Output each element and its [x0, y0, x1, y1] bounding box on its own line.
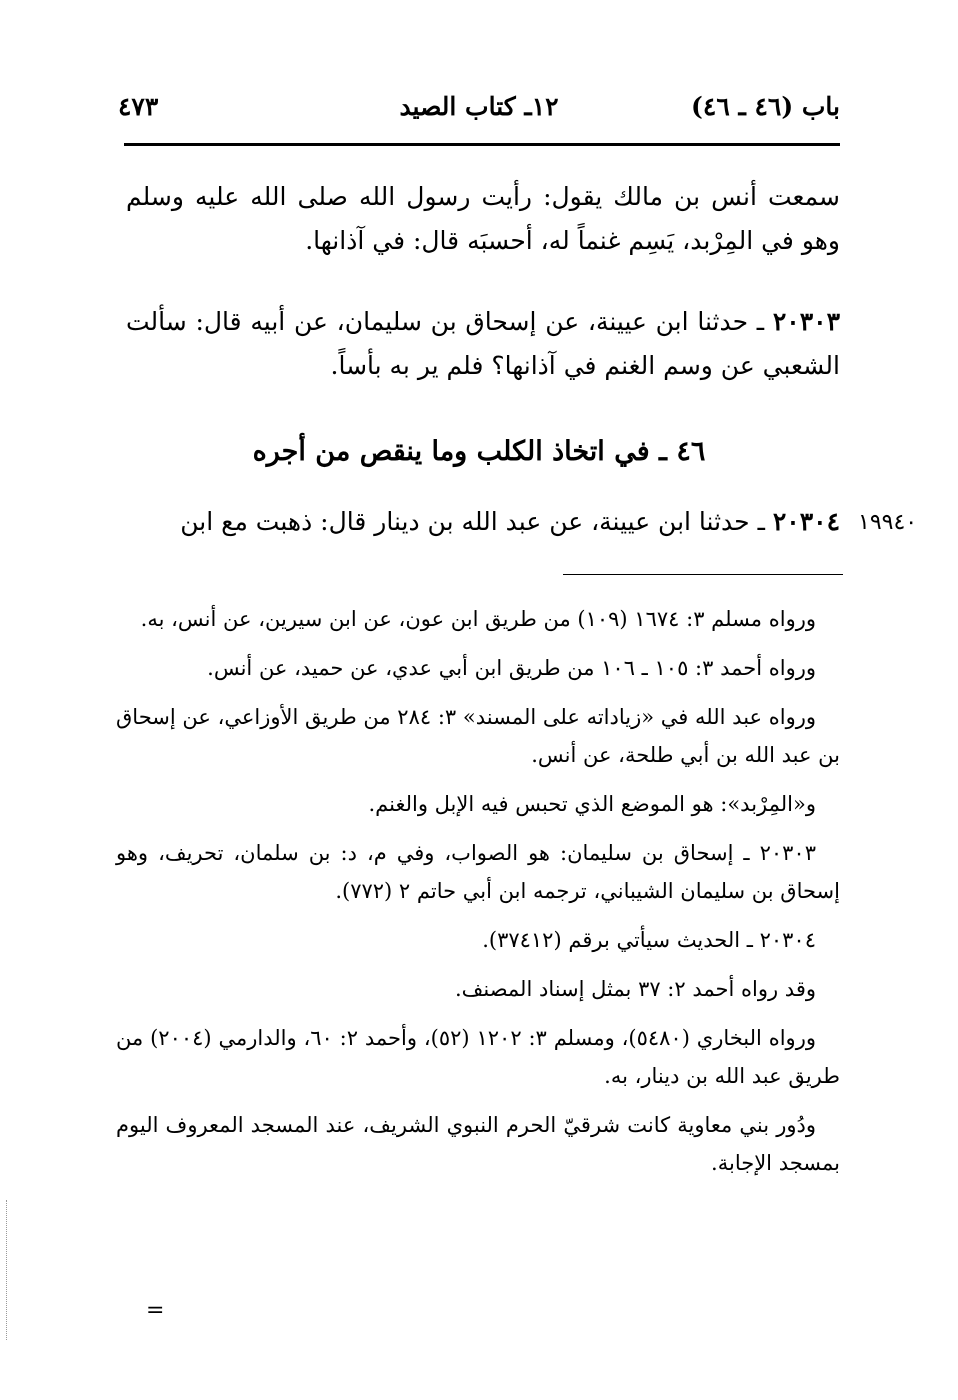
chapter-heading: ٤٦ ـ في اتخاذ الكلب وما ينقص من أجره — [252, 436, 706, 467]
footnote-rule — [563, 574, 843, 575]
footnote: ورواه البخاري (٥٤٨٠)، ومسلم ٣: ١٢٠٢ (٥٢)، وأحمد ٢: ٦٠، والدارمي (٢٠٠٤) من طريق عبد الله بن دينار، به. — [116, 1026, 840, 1088]
hadith-number: ٢٠٣٠٤ — [772, 507, 840, 536]
margin-reference-number: ١٩٩٤٠ — [858, 510, 918, 535]
hadith-text: ـ حدثنا ابن عيينة، عن عبد الله بن دينار قال: ذهبت مع ابن — [180, 507, 773, 536]
footnote: ورواه أحمد ٣: ١٠٥ ـ ١٠٦ من طريق ابن أبي عدي، عن حميد، عن أنس. — [207, 656, 816, 680]
header-rule — [124, 143, 840, 146]
footnote: ٢٠٣٠٤ ـ الحديث سيأتي برقم (٣٧٤١٢). — [482, 928, 816, 952]
page-number: ٤٧٣ — [118, 92, 159, 121]
hadith-text: ـ حدثنا ابن عيينة، عن إسحاق بن سليمان، عن أبيه قال: سألت الشعبي عن وسم الغنم في آذانها؟ فلم ير به بأساً. — [126, 307, 840, 380]
hadith-20304 — [126, 500, 840, 544]
book-title: ١٢ـ كتاب الصيد — [399, 92, 559, 121]
footnote: ودُور بني معاوية كانت شرقيّ الحرم النبوي الشريف، عند المسجد المعروف اليوم بمسجد الإجابة. — [116, 1113, 840, 1175]
continuation-mark: = — [146, 1298, 165, 1323]
footnote: ٢٠٣٠٣ ـ إسحاق بن سليمان: هو الصواب، وفي م، د: بن سلمان، تحريف، وهو إسحاق بن سليمان الشيباني، ترجمه ابن أبي حاتم ٢ (٧٧٢). — [116, 841, 840, 903]
hadith-number: ٢٠٣٠٣ — [772, 307, 840, 336]
footnote: ورواه عبد الله في «زياداته على المسند» ٣: ٢٨٤ من طريق الأوزاعي، عن إسحاق بن عبد الله بن أبي طلحة، عن أنس. — [116, 705, 840, 767]
scan-edge — [6, 1200, 9, 1340]
hadith-20303 — [126, 300, 840, 388]
footnote: و«المِرْبد»: هو الموضع الذي تحبس فيه الإبل والغنم. — [368, 792, 816, 816]
footnote: وقد رواه أحمد ٢: ٣٧ بمثل إسناد المصنف. — [454, 977, 816, 1001]
footnote: ورواه مسلم ٣: ١٦٧٤ (١٠٩) من طريق ابن عون، عن ابن سيرين، عن أنس، به. — [140, 607, 816, 631]
chapter-range: باب (٤٦ ـ ٤٦) — [691, 92, 840, 121]
footnotes — [116, 600, 840, 1193]
hadith-continuation: سمعت أنس بن مالك يقول: رأيت رسول الله صلى الله عليه وسلم وهو في المِرْبد، يَسِم غنماً له، أحسبَه قال: في آذانها. — [126, 182, 840, 255]
